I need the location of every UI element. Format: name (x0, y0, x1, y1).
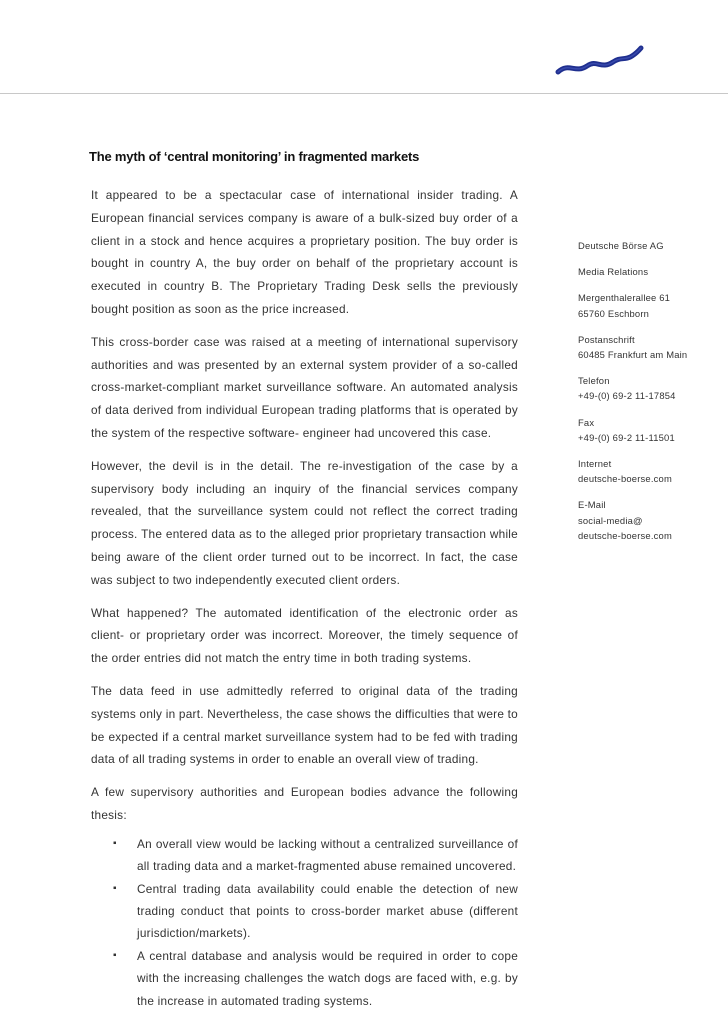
list-item (91, 878, 518, 945)
company-name: Deutsche Börse AG (578, 240, 664, 251)
postal-label: Postanschrift (578, 333, 635, 345)
main-body (91, 184, 518, 1012)
department-name: Media Relations (578, 266, 649, 278)
bullet-icon: ▪ (113, 949, 117, 961)
list-item (91, 833, 518, 878)
fax-value: +49-(0) 69-2 11-11501 (578, 431, 675, 443)
paragraph: It appeared to be a spectacular case of international insider trading. A European financial services company is aware of a bulk-sized buy order of a client in a stock and hence acquires a proprietary position. The buy order is bought in country A, the buy order on behalf of the proprietary account is executed in country B. The Proprietary Trading Desk sells the previously bought position as soon as the price increased. (91, 188, 518, 316)
internet-link[interactable]: deutsche-boerse.com (578, 473, 672, 485)
header-divider (0, 93, 728, 94)
paragraph: However, the devil is in the detail. The re-investigation of the case by a supervisory body including an inquiry of the financial services company revealed, that the surveillance system could not reflect the correct trading process. The entered data as to the alleged prior proprietary transaction while being aware of the client order turned out to be incorrect. In fact, the case was subject to two independently executed client orders. (91, 458, 518, 587)
contact-sidebar (578, 238, 718, 554)
email-label: E-Mail (578, 499, 606, 511)
internet-label: Internet (578, 458, 612, 470)
list-item-text: An overall view would be lacking without a centralized surveillance of all trading data and a market-fragmented abuse remained uncovered. (137, 836, 518, 874)
bullet-icon: ▪ (113, 837, 117, 849)
address-line: 65760 Eschborn (578, 307, 650, 319)
address-line: Mergenthalerallee 61 (578, 292, 671, 304)
list-item-text: Central trading data availability could enable the detection of new trading conduct that points to cross-border market abuse (different jurisdiction/markets). (137, 881, 518, 941)
phone-label: Telefon (578, 375, 610, 387)
fax-label: Fax (578, 416, 595, 428)
paragraph: The data feed in use admittedly referred to original data of the trading systems only in part. Nevertheless, the case shows the difficulties that were to be expected if a central market surveillance system had to be fed with trading data of all trading systems in order to enable an overall view of trading. (91, 683, 518, 767)
paragraph: What happened? The automated identification of the electronic order as client- or proprietary order was incorrect. Moreover, the timely sequence of the order entries did not match the entry time in both trading systems. (91, 605, 518, 666)
thesis-list (91, 833, 518, 1012)
deutsche-boerse-logo-icon (555, 40, 645, 80)
postal-value: 60485 Frankfurt am Main (578, 349, 688, 361)
bullet-icon: ▪ (113, 882, 117, 894)
phone-value: +49-(0) 69-2 11-17854 (578, 390, 676, 402)
list-item-text: A central database and analysis would be required in order to cope with the increasing challenges the watch dogs are faced with, e.g. by the increase in automated trading systems. (137, 948, 518, 1008)
document-title: The myth of ‘central monitoring’ in fragmented markets (89, 149, 420, 164)
email-link[interactable]: deutsche-boerse.com (578, 529, 672, 541)
email-link[interactable]: social-media@ (578, 514, 643, 526)
list-item (91, 945, 518, 1012)
paragraph: A few supervisory authorities and European bodies advance the following thesis: (91, 785, 518, 822)
paragraph: This cross-border case was raised at a meeting of international supervisory authorities and was presented by an external system provider of a so-called cross-market-compliant market surveillance software. An automated analysis of data derived from individual European trading platforms that is operated by the system of the respective software- engineer had uncovered this case. (91, 334, 518, 440)
